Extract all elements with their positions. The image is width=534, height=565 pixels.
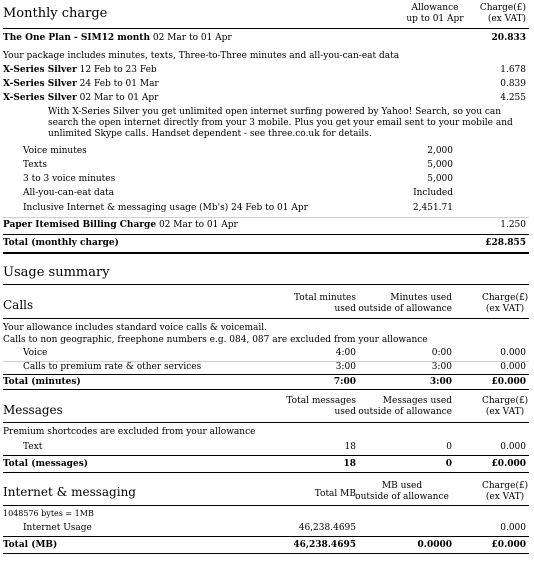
divider <box>3 28 529 29</box>
col-header-line2: (ex VAT) <box>485 491 525 502</box>
calls-row-total: 3:00 <box>335 362 356 372</box>
xseries-row-3 <box>3 93 158 104</box>
xseries-dates: 24 Feb to 01 Mar <box>79 79 159 89</box>
divider <box>3 505 529 506</box>
allowance-value: 5,000 <box>427 160 453 170</box>
monthly-total-value: £28.855 <box>485 238 526 248</box>
allowance-header-line1: Allowance <box>411 3 459 13</box>
charge-header-line1: Charge(£) <box>479 3 526 13</box>
messages-total-outside: 0 <box>445 459 452 469</box>
divider <box>3 389 529 390</box>
allowance-value: 5,000 <box>427 174 453 184</box>
messages-col-outside <box>358 396 452 418</box>
xseries-charge-2: 0.839 <box>500 79 526 89</box>
col-header-line1: Minutes used <box>390 293 452 303</box>
divider <box>3 284 529 285</box>
messages-row-label: Text <box>23 442 43 452</box>
xseries-row-1 <box>3 65 157 76</box>
col-header-line1: Charge(£) <box>482 396 529 406</box>
messages-row-total: 18 <box>344 442 356 452</box>
internet-total-charge: £0.000 <box>491 540 526 550</box>
monthly-total-label: Total (monthly charge) <box>3 238 119 248</box>
col-header-line1: Total messages <box>286 396 356 406</box>
col-header-line2: outside of allowance <box>358 406 452 417</box>
allowance-label: All-you-can-eat data <box>23 188 115 198</box>
divider <box>3 217 529 218</box>
col-header-line2: outside of allowance <box>358 303 452 314</box>
paper-billing-label: Paper Itemised Billing Charge <box>3 220 157 230</box>
allowance-label: Inclusive Internet & messaging usage (Mb's) 24 Feb to 01 Apr <box>23 203 308 213</box>
messages-row-outside: 0 <box>446 442 452 452</box>
calls-row-total: 4:00 <box>335 348 356 358</box>
col-header-line2: used <box>334 406 356 417</box>
col-header-line1: Messages used <box>382 396 452 406</box>
calls-total-charge: £0.000 <box>491 377 526 387</box>
charge-header-line2: (ex VAT) <box>487 13 526 24</box>
monthly-charge-title: Monthly charge <box>3 6 108 21</box>
calls-row-charge: 0.000 <box>500 362 526 372</box>
divider <box>3 234 529 235</box>
xseries-dates: 02 Mar to 01 Apr <box>79 93 159 103</box>
internet-total-label: Total (MB) <box>3 540 58 550</box>
charge-header <box>480 3 526 25</box>
col-header-line2: (ex VAT) <box>485 406 525 417</box>
messages-col-total <box>286 396 356 418</box>
usage-summary-title: Usage summary <box>3 265 110 280</box>
divider <box>3 422 529 423</box>
allowance-value: 2,000 <box>427 146 453 156</box>
divider <box>3 553 529 554</box>
col-header-line2: used <box>334 303 356 314</box>
xseries-dates: 12 Feb to 23 Feb <box>79 65 157 75</box>
calls-row-label: Voice <box>23 348 48 358</box>
messages-total-charge: £0.000 <box>491 459 526 469</box>
allowance-value: Included <box>413 188 453 198</box>
calls-col-outside <box>358 293 452 315</box>
internet-col-total: Total MB <box>314 489 356 499</box>
calls-row-label: Calls to premium rate & other services <box>23 362 202 372</box>
calls-col-total <box>294 293 356 315</box>
internet-total-total: 46,238.4695 <box>293 540 356 550</box>
xseries-name: X-Series Silver <box>3 65 77 75</box>
calls-row-outside: 0:00 <box>431 348 452 358</box>
messages-note: Premium shortcodes are excluded from your allowance <box>3 427 256 437</box>
xseries-row-2 <box>3 79 159 90</box>
paper-billing-dates: 02 Mar to 01 Apr <box>158 220 238 230</box>
internet-col-charge <box>482 481 528 503</box>
calls-col-charge <box>482 293 528 315</box>
internet-col-outside <box>352 481 452 503</box>
allowance-header-line2: up to 01 Apr <box>406 13 464 24</box>
messages-row-charge: 0.000 <box>500 442 526 452</box>
internet-title: Internet & messaging <box>3 485 136 499</box>
col-header-line1: Charge(£) <box>482 293 529 303</box>
package-note: Your package includes minutes, texts, Three-to-Three minutes and all-you-can-eat data <box>3 51 400 61</box>
divider <box>3 318 529 319</box>
messages-col-charge <box>482 396 528 418</box>
calls-total-label: Total (minutes) <box>3 377 81 387</box>
col-header-line2: outside of allowance <box>355 491 449 502</box>
divider <box>3 455 529 456</box>
allowance-header <box>395 3 475 25</box>
paper-billing-charge: 1.250 <box>500 220 526 230</box>
divider <box>3 252 529 254</box>
plan-dates: 02 Mar to 01 Apr <box>152 33 232 43</box>
calls-row-outside: 3:00 <box>431 362 452 372</box>
col-header-line1: MB used <box>381 481 423 491</box>
col-header-line2: (ex VAT) <box>485 303 525 314</box>
allowance-label: Texts <box>23 160 47 170</box>
xseries-charge-1: 1.678 <box>500 65 526 75</box>
allowance-label: Voice minutes <box>23 146 87 156</box>
messages-title: Messages <box>3 403 63 417</box>
divider <box>3 374 529 375</box>
internet-row-charge: 0.000 <box>500 523 526 533</box>
xseries-name: X-Series Silver <box>3 79 77 89</box>
col-header-line1: Total minutes <box>293 293 356 303</box>
messages-total-total: 18 <box>343 459 356 469</box>
internet-note: 1048576 bytes = 1MB <box>3 509 94 518</box>
messages-total-label: Total (messages) <box>3 459 89 469</box>
allowance-value: 2,451.71 <box>412 203 453 213</box>
calls-row-charge: 0.000 <box>500 348 526 358</box>
calls-note-1: Your allowance includes standard voice calls & voicemail. <box>3 323 267 333</box>
internet-row-label: Internet Usage <box>23 523 92 533</box>
divider <box>3 536 529 537</box>
xseries-name: X-Series Silver <box>3 93 77 103</box>
plan-row <box>3 33 232 44</box>
paper-billing-row <box>3 220 238 231</box>
plan-name: The One Plan - SIM12 month <box>3 33 151 43</box>
xseries-charge-3: 4.255 <box>500 93 526 103</box>
calls-title: Calls <box>3 298 34 312</box>
divider <box>3 472 529 473</box>
internet-total-outside: 0.0000 <box>417 540 452 550</box>
internet-row-total: 46,238.4695 <box>298 523 356 533</box>
col-header-line1: Charge(£) <box>482 481 529 491</box>
calls-total-outside: 3:00 <box>429 377 452 387</box>
xseries-note: With X-Series Silver you get unlimited open internet surfing powered by Yahoo! Search, so you can search the open internet directly from your 3 mobile. Plus you get your email sent to your mobile and unlimited Skype calls. Handset dependent - see three.co.uk for details. <box>48 107 513 139</box>
plan-charge: 20.833 <box>491 33 526 43</box>
calls-note-2: Calls to non geographic, freephone numbers e.g. 084, 087 are excluded from your allowance <box>3 335 428 345</box>
calls-total-total: 7:00 <box>333 377 356 387</box>
allowance-label: 3 to 3 voice minutes <box>23 174 116 184</box>
